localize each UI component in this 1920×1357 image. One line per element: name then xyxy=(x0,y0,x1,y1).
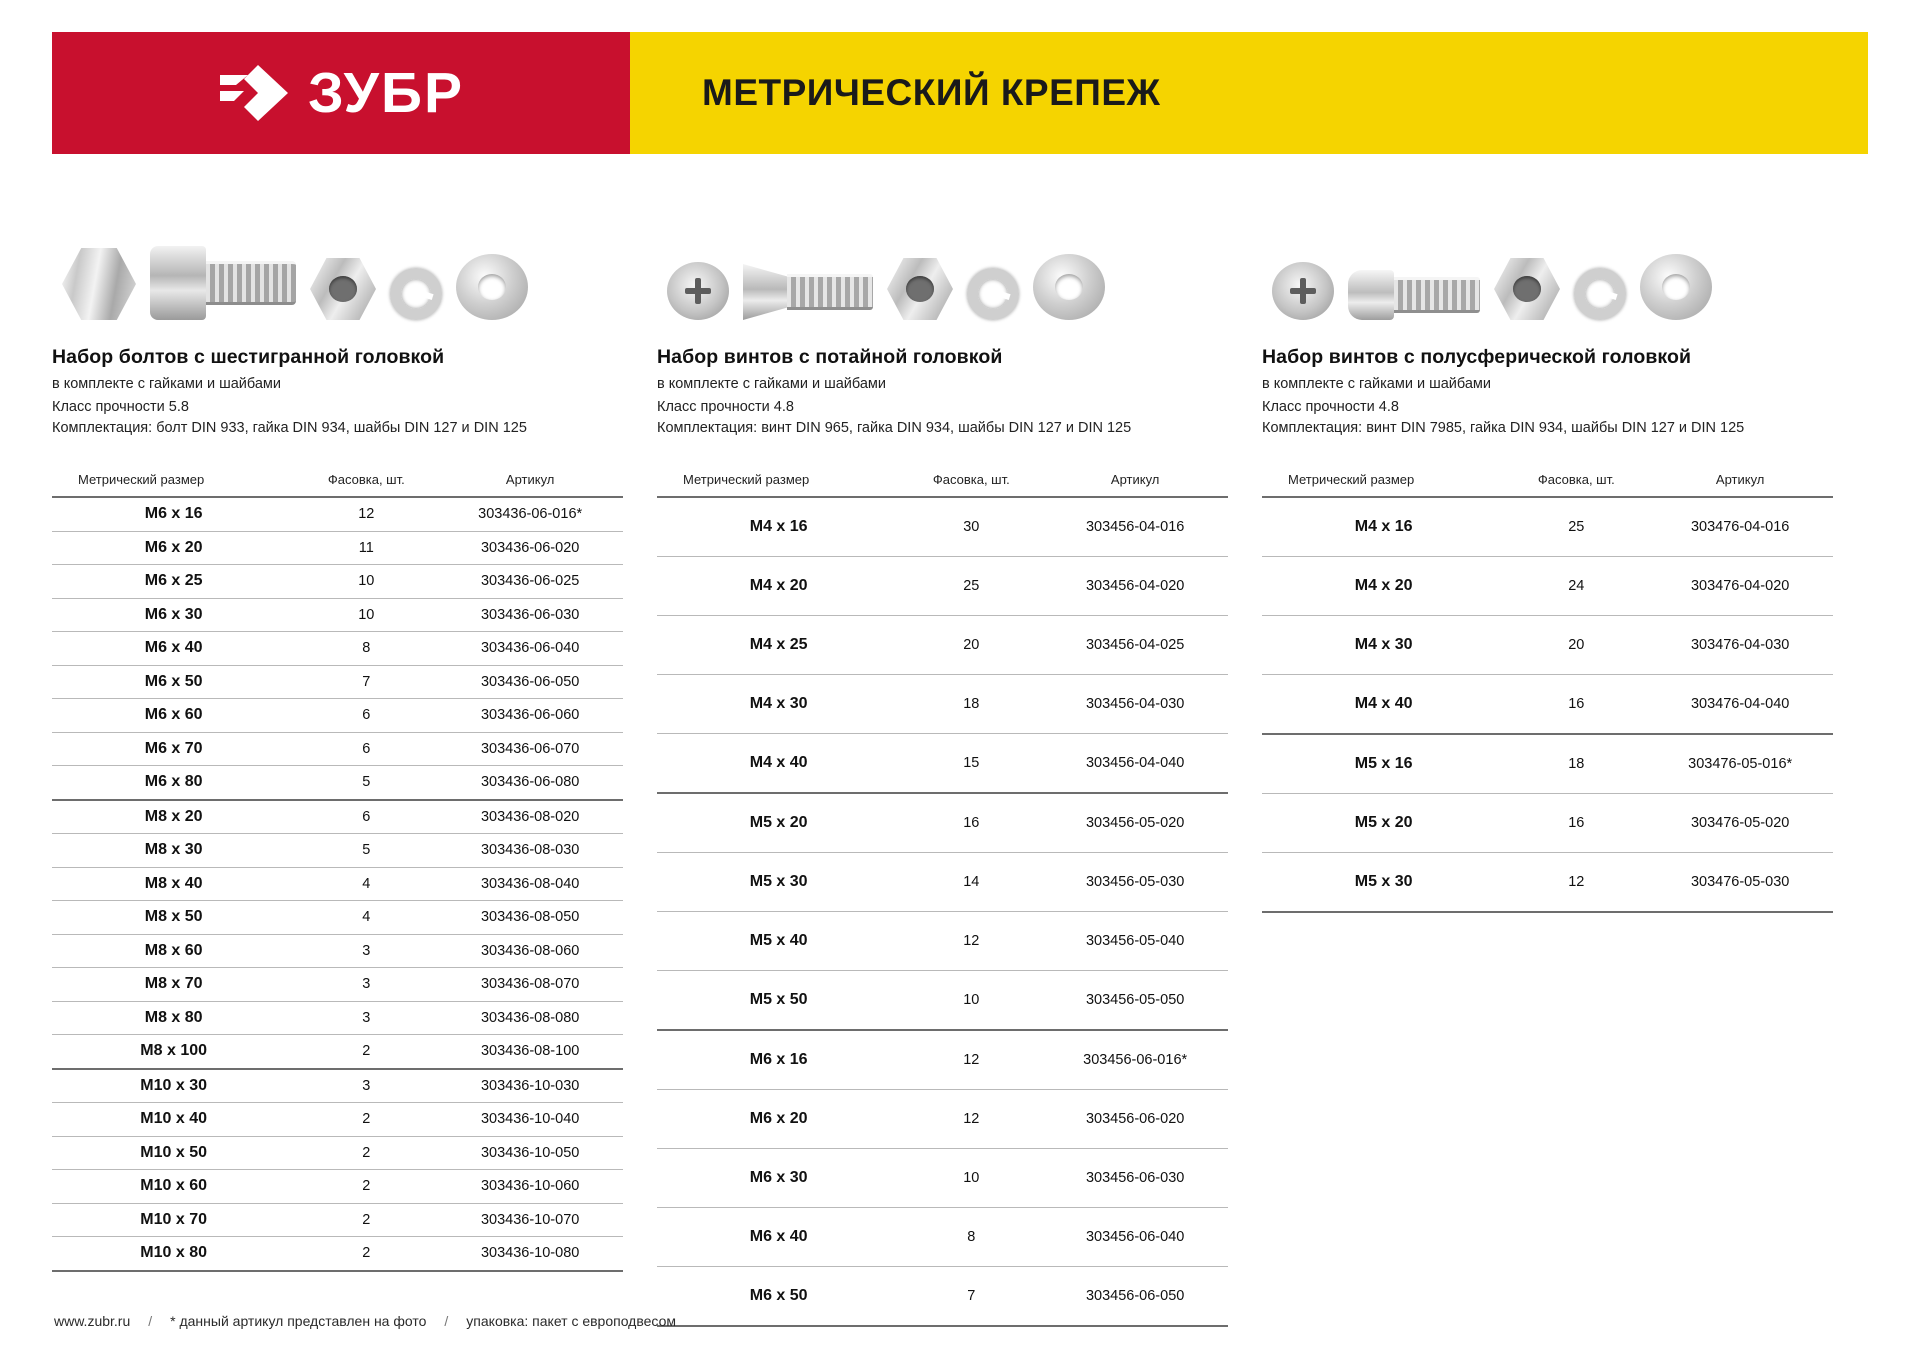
cell-code: 303456-04-016 xyxy=(1042,497,1228,557)
cell-pack: 25 xyxy=(1505,497,1647,557)
table-row xyxy=(657,971,1228,1031)
cell-code: 303476-04-030 xyxy=(1647,616,1833,675)
cell-pack: 12 xyxy=(900,1030,1042,1090)
zubr-arrow-logo-icon xyxy=(218,61,290,125)
footer-separator-2: / xyxy=(444,1313,449,1329)
product-columns xyxy=(52,190,1868,1327)
cell-pack: 5 xyxy=(295,766,437,800)
cell-pack: 2 xyxy=(295,1136,437,1170)
set-kit-contents: Комплектация: болт DIN 933, гайка DIN 934, шайбы DIN 127 и DIN 125 xyxy=(52,420,527,437)
cell-code: 303436-08-050 xyxy=(437,901,623,935)
table-row xyxy=(52,1170,623,1204)
cell-pack: 3 xyxy=(295,1001,437,1035)
cell-size: M4 x 20 xyxy=(1262,557,1505,616)
set-subtitle: в комплекте с гайками и шайбами xyxy=(657,376,886,392)
cell-code: 303436-08-040 xyxy=(437,867,623,901)
cell-pack: 24 xyxy=(1505,557,1647,616)
cell-code: 303436-10-030 xyxy=(437,1069,623,1103)
cell-size: M6 x 30 xyxy=(52,598,295,632)
column-header-size: Метрический размер xyxy=(657,466,900,497)
cell-size: M5 x 16 xyxy=(1262,734,1505,794)
cell-pack: 5 xyxy=(295,834,437,868)
cell-size: M10 x 80 xyxy=(52,1237,295,1271)
cell-size: M10 x 60 xyxy=(52,1170,295,1204)
cell-code: 303436-06-030 xyxy=(437,598,623,632)
cell-size: M5 x 50 xyxy=(657,971,900,1031)
table-row xyxy=(52,1103,623,1137)
cell-code: 303436-06-020 xyxy=(437,531,623,565)
cell-code: 303476-05-020 xyxy=(1647,794,1833,853)
table-header-row xyxy=(1262,466,1833,497)
column-header-code: Артикул xyxy=(1647,466,1833,497)
cell-code: 303436-10-060 xyxy=(437,1170,623,1204)
cell-code: 303436-10-070 xyxy=(437,1203,623,1237)
table-row xyxy=(1262,734,1833,794)
table-row xyxy=(52,901,623,935)
spec-table-hex xyxy=(52,466,623,1272)
footnote-star: * данный артикул представлен на фото xyxy=(170,1313,427,1329)
fastener-illustration-hex xyxy=(52,190,623,320)
flat-washer-icon xyxy=(1033,254,1105,320)
hex-nut-icon xyxy=(887,258,953,320)
cell-size: M10 x 40 xyxy=(52,1103,295,1137)
countersunk-screw-icon xyxy=(743,264,873,320)
spec-table-panhead xyxy=(1262,466,1833,913)
cell-size: M4 x 40 xyxy=(657,734,900,794)
cell-pack: 20 xyxy=(900,616,1042,675)
page-header xyxy=(52,32,1868,154)
cell-pack: 8 xyxy=(295,632,437,666)
fastener-illustration-countersunk xyxy=(657,190,1228,320)
table-row xyxy=(52,598,623,632)
cell-pack: 11 xyxy=(295,531,437,565)
cell-code: 303456-04-025 xyxy=(1042,616,1228,675)
cell-code: 303436-06-025 xyxy=(437,565,623,599)
cell-code: 303456-04-040 xyxy=(1042,734,1228,794)
table-row xyxy=(657,912,1228,971)
split-washer-icon xyxy=(1574,268,1626,320)
set-title: Набор винтов с потайной головкой xyxy=(657,346,1003,368)
cell-size: M8 x 20 xyxy=(52,800,295,834)
cell-code: 303476-04-016 xyxy=(1647,497,1833,557)
hex-bolt-icon xyxy=(62,248,136,320)
cell-pack: 12 xyxy=(1505,853,1647,913)
cell-size: M4 x 20 xyxy=(657,557,900,616)
cell-code: 303456-06-040 xyxy=(1042,1208,1228,1267)
cell-code: 303456-05-030 xyxy=(1042,853,1228,912)
cell-pack: 10 xyxy=(295,565,437,599)
table-row xyxy=(1262,616,1833,675)
table-row xyxy=(52,699,623,733)
column-header-pack: Фасовка, шт. xyxy=(1505,466,1647,497)
cell-pack: 4 xyxy=(295,867,437,901)
set-strength-class: Класс прочности 4.8 xyxy=(657,399,794,416)
cell-code: 303476-04-020 xyxy=(1647,557,1833,616)
product-column-hex-bolts xyxy=(52,190,657,1327)
cell-pack: 2 xyxy=(295,1035,437,1069)
cell-pack: 10 xyxy=(295,598,437,632)
fastener-illustration-panhead xyxy=(1262,190,1833,320)
set-description-hex xyxy=(52,346,623,450)
column-header-pack: Фасовка, шт. xyxy=(295,466,437,497)
cell-size: M5 x 30 xyxy=(1262,853,1505,913)
table-row xyxy=(52,1136,623,1170)
cell-code: 303456-05-040 xyxy=(1042,912,1228,971)
cell-pack: 3 xyxy=(295,1069,437,1103)
cell-size: M6 x 40 xyxy=(657,1208,900,1267)
set-description-countersunk xyxy=(657,346,1228,450)
cell-code: 303436-08-060 xyxy=(437,934,623,968)
cell-size: M6 x 16 xyxy=(52,497,295,531)
brand-logo-block xyxy=(52,32,630,154)
cell-pack: 10 xyxy=(900,1149,1042,1208)
cell-code: 303476-05-016* xyxy=(1647,734,1833,794)
table-row xyxy=(657,734,1228,794)
cell-pack: 25 xyxy=(900,557,1042,616)
cell-size: M4 x 30 xyxy=(657,675,900,734)
table-row xyxy=(52,1001,623,1035)
set-subtitle: в комплекте с гайками и шайбами xyxy=(1262,376,1491,392)
hex-bolt-assembly-icon xyxy=(150,246,296,320)
table-row xyxy=(657,616,1228,675)
table-row xyxy=(1262,557,1833,616)
cell-size: M6 x 60 xyxy=(52,699,295,733)
cell-size: M4 x 16 xyxy=(1262,497,1505,557)
product-column-countersunk xyxy=(657,190,1262,1327)
table-row xyxy=(52,968,623,1002)
table-row xyxy=(1262,675,1833,735)
cell-code: 303436-10-040 xyxy=(437,1103,623,1137)
cell-code: 303436-10-080 xyxy=(437,1237,623,1271)
cell-pack: 8 xyxy=(900,1208,1042,1267)
cell-size: M4 x 40 xyxy=(1262,675,1505,735)
cell-code: 303436-08-030 xyxy=(437,834,623,868)
cell-pack: 16 xyxy=(1505,675,1647,735)
table-row xyxy=(1262,853,1833,913)
page-title-block xyxy=(630,32,1868,154)
table-row xyxy=(1262,497,1833,557)
cell-size: M5 x 20 xyxy=(657,793,900,853)
cell-code: 303456-06-030 xyxy=(1042,1149,1228,1208)
table-row xyxy=(52,1069,623,1103)
column-header-size: Метрический размер xyxy=(1262,466,1505,497)
split-washer-icon xyxy=(967,268,1019,320)
cell-pack: 7 xyxy=(900,1267,1042,1327)
website-link[interactable]: www.zubr.ru xyxy=(54,1313,131,1329)
table-row xyxy=(657,1149,1228,1208)
table-header-row xyxy=(52,466,623,497)
cell-pack: 6 xyxy=(295,732,437,766)
cell-pack: 30 xyxy=(900,497,1042,557)
table-header-row xyxy=(657,466,1228,497)
table-row xyxy=(52,800,623,834)
cell-code: 303436-06-070 xyxy=(437,732,623,766)
column-header-code: Артикул xyxy=(437,466,623,497)
table-row xyxy=(52,934,623,968)
cell-pack: 6 xyxy=(295,800,437,834)
page-title: МЕТРИЧЕСКИЙ КРЕПЕЖ xyxy=(702,72,1161,113)
cell-size: M6 x 20 xyxy=(657,1090,900,1149)
cell-size: M10 x 50 xyxy=(52,1136,295,1170)
cell-pack: 14 xyxy=(900,853,1042,912)
product-column-panhead xyxy=(1262,190,1867,1327)
cell-size: M6 x 50 xyxy=(657,1267,900,1327)
cell-code: 303436-08-100 xyxy=(437,1035,623,1069)
cell-pack: 18 xyxy=(1505,734,1647,794)
cell-size: M5 x 30 xyxy=(657,853,900,912)
table-row xyxy=(52,766,623,800)
cell-pack: 2 xyxy=(295,1237,437,1271)
hex-nut-icon xyxy=(310,258,376,320)
cell-size: M6 x 80 xyxy=(52,766,295,800)
set-strength-class: Класс прочности 5.8 xyxy=(52,399,189,416)
cell-code: 303436-08-070 xyxy=(437,968,623,1002)
cell-code: 303436-06-040 xyxy=(437,632,623,666)
footnote-packaging: упаковка: пакет с европодвесом xyxy=(466,1313,676,1329)
column-header-size: Метрический размер xyxy=(52,466,295,497)
table-row xyxy=(657,1090,1228,1149)
cell-pack: 6 xyxy=(295,699,437,733)
cell-code: 303456-06-020 xyxy=(1042,1090,1228,1149)
column-header-code: Артикул xyxy=(1042,466,1228,497)
pan-head-screw-head-icon xyxy=(1272,262,1334,320)
table-row xyxy=(52,1237,623,1271)
cell-code: 303436-06-080 xyxy=(437,766,623,800)
cell-code: 303436-06-050 xyxy=(437,665,623,699)
cell-pack: 12 xyxy=(900,1090,1042,1149)
cell-size: M4 x 30 xyxy=(1262,616,1505,675)
split-washer-icon xyxy=(390,268,442,320)
flat-washer-icon xyxy=(456,254,528,320)
cell-size: M8 x 100 xyxy=(52,1035,295,1069)
cell-size: M5 x 20 xyxy=(1262,794,1505,853)
set-kit-contents: Комплектация: винт DIN 965, гайка DIN 934, шайбы DIN 127 и DIN 125 xyxy=(657,420,1132,437)
cell-pack: 2 xyxy=(295,1103,437,1137)
table-row xyxy=(657,793,1228,853)
cell-pack: 10 xyxy=(900,971,1042,1031)
cell-code: 303476-05-030 xyxy=(1647,853,1833,913)
table-row xyxy=(1262,794,1833,853)
pan-head-screw-icon xyxy=(1348,270,1480,320)
table-row xyxy=(52,531,623,565)
cell-code: 303456-04-030 xyxy=(1042,675,1228,734)
cell-size: M8 x 50 xyxy=(52,901,295,935)
cell-pack: 16 xyxy=(900,793,1042,853)
table-row xyxy=(52,632,623,666)
set-title: Набор болтов с шестигранной головкой xyxy=(52,346,445,368)
cell-pack: 18 xyxy=(900,675,1042,734)
cell-size: M6 x 30 xyxy=(657,1149,900,1208)
cell-pack: 12 xyxy=(295,497,437,531)
brand-name: ЗУБР xyxy=(308,60,464,125)
cell-pack: 2 xyxy=(295,1203,437,1237)
table-row xyxy=(52,834,623,868)
cell-size: M8 x 60 xyxy=(52,934,295,968)
cell-code: 303436-08-020 xyxy=(437,800,623,834)
table-row xyxy=(52,867,623,901)
cell-code: 303476-04-040 xyxy=(1647,675,1833,735)
cell-pack: 3 xyxy=(295,934,437,968)
table-body xyxy=(52,497,623,1271)
cell-pack: 20 xyxy=(1505,616,1647,675)
cell-pack: 3 xyxy=(295,968,437,1002)
table-body xyxy=(657,497,1228,1326)
cell-size: M6 x 40 xyxy=(52,632,295,666)
cell-code: 303456-06-050 xyxy=(1042,1267,1228,1327)
spec-table-countersunk xyxy=(657,466,1228,1327)
page-footer xyxy=(54,1313,1870,1329)
set-title: Набор винтов с полусферической головкой xyxy=(1262,346,1692,368)
table-row xyxy=(52,665,623,699)
table-row xyxy=(52,732,623,766)
cell-size: M4 x 16 xyxy=(657,497,900,557)
cell-code: 303436-06-060 xyxy=(437,699,623,733)
set-subtitle: в комплекте с гайками и шайбами xyxy=(52,376,281,392)
table-row xyxy=(52,497,623,531)
cell-size: M6 x 70 xyxy=(52,732,295,766)
footer-separator: / xyxy=(148,1313,153,1329)
cell-pack: 2 xyxy=(295,1170,437,1204)
cell-code: 303436-06-016* xyxy=(437,497,623,531)
table-row xyxy=(657,497,1228,557)
set-description-panhead xyxy=(1262,346,1833,450)
table-row xyxy=(657,1030,1228,1090)
cell-size: M6 x 25 xyxy=(52,565,295,599)
cell-code: 303456-05-020 xyxy=(1042,793,1228,853)
table-row xyxy=(657,557,1228,616)
cell-pack: 16 xyxy=(1505,794,1647,853)
cell-code: 303456-06-016* xyxy=(1042,1030,1228,1090)
flat-washer-icon xyxy=(1640,254,1712,320)
cell-size: M8 x 80 xyxy=(52,1001,295,1035)
table-body xyxy=(1262,497,1833,912)
table-row xyxy=(52,565,623,599)
cell-pack: 4 xyxy=(295,901,437,935)
cell-code: 303456-04-020 xyxy=(1042,557,1228,616)
table-row xyxy=(657,1208,1228,1267)
cell-size: M6 x 16 xyxy=(657,1030,900,1090)
cell-code: 303436-10-050 xyxy=(437,1136,623,1170)
column-header-pack: Фасовка, шт. xyxy=(900,466,1042,497)
cell-pack: 12 xyxy=(900,912,1042,971)
cell-size: M8 x 30 xyxy=(52,834,295,868)
cell-size: M5 x 40 xyxy=(657,912,900,971)
set-strength-class: Класс прочности 4.8 xyxy=(1262,399,1399,416)
cell-pack: 15 xyxy=(900,734,1042,794)
cell-size: M8 x 40 xyxy=(52,867,295,901)
table-row xyxy=(52,1203,623,1237)
cell-size: M6 x 50 xyxy=(52,665,295,699)
cell-size: M6 x 20 xyxy=(52,531,295,565)
cell-code: 303456-05-050 xyxy=(1042,971,1228,1031)
cell-size: M10 x 30 xyxy=(52,1069,295,1103)
cell-size: M4 x 25 xyxy=(657,616,900,675)
table-row xyxy=(657,853,1228,912)
cell-code: 303436-08-080 xyxy=(437,1001,623,1035)
table-row xyxy=(52,1035,623,1069)
hex-nut-icon xyxy=(1494,258,1560,320)
cell-size: M8 x 70 xyxy=(52,968,295,1002)
table-row xyxy=(657,675,1228,734)
cell-pack: 7 xyxy=(295,665,437,699)
set-kit-contents: Комплектация: винт DIN 7985, гайка DIN 934, шайбы DIN 127 и DIN 125 xyxy=(1262,420,1745,437)
cell-size: M10 x 70 xyxy=(52,1203,295,1237)
countersunk-screw-head-icon xyxy=(667,262,729,320)
